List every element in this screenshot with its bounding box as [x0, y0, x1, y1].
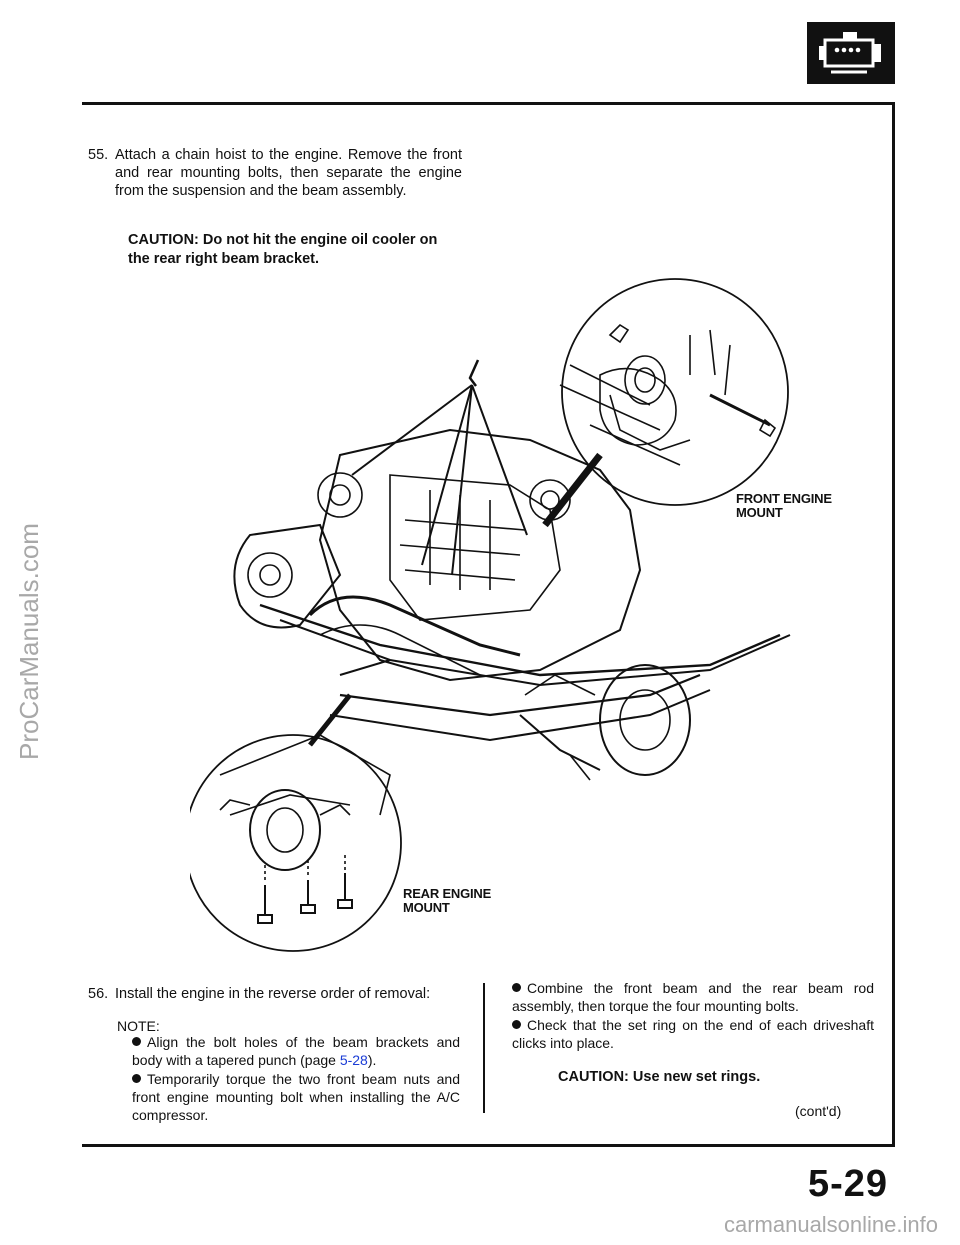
right-bullet-2: [512, 1016, 874, 1052]
engine-removal-illustration: [190, 275, 890, 955]
bullet-icon: [132, 1074, 141, 1083]
frame-right-rule: [892, 102, 895, 1147]
column-divider: [483, 983, 485, 1113]
bullet-icon: [512, 983, 521, 992]
side-watermark: ProCarManuals.com: [14, 523, 44, 760]
rear-engine-mount-label-line2: MOUNT: [403, 900, 450, 915]
frame-bottom-rule: [82, 1144, 895, 1147]
front-engine-mount-label-line2: MOUNT: [736, 505, 783, 520]
right-bullet-2-text: Check that the set ring on the end of each driveshaft clicks into place.: [512, 1017, 874, 1051]
set-rings-caution: CAUTION: Use new set rings.: [558, 1069, 761, 1085]
note-label: NOTE:: [117, 1018, 160, 1034]
note-item-1: [132, 1033, 460, 1069]
bullet-icon: [512, 1020, 521, 1029]
continued-note: (cont'd): [795, 1103, 842, 1119]
note-item-2: [132, 1070, 460, 1124]
front-engine-mount-label-line1: FRONT ENGINE: [736, 491, 832, 506]
front-engine-mount-label: [736, 492, 832, 520]
step-56-text: Install the engine in the reverse order of removal:: [115, 986, 431, 1002]
page-number: 5-29: [807, 1163, 888, 1205]
note-1-text-before: Align the bolt holes of the beam brackets and body with a tapered punch (page: [132, 1034, 460, 1068]
bottom-watermark: carmanualsonline.info: [723, 1212, 938, 1237]
right-bullet-1-text: Combine the front beam and the rear beam rod assembly, then torque the four mounting bolts.: [512, 980, 874, 1014]
step-55-caution: CAUTION: Do not hit the engine oil cooler on the rear right beam bracket.: [128, 232, 438, 267]
step-56-number: 56.: [88, 986, 109, 1002]
note-2-text: Temporarily torque the two front beam nuts and front engine mounting bolt when installing the A/C compressor.: [132, 1071, 460, 1123]
rear-engine-mount-label: [403, 887, 491, 915]
page-5-28-link[interactable]: 5-28: [339, 1052, 368, 1068]
step-55-text: Attach a chain hoist to the engine. Remove the front and rear mounting bolts, then separate the engine from the suspension and the beam assembly.: [115, 147, 462, 199]
step-55-number: 55.: [88, 147, 109, 163]
note-1-text-after: ).: [367, 1052, 377, 1068]
rear-engine-mount-label-line1: REAR ENGINE: [403, 886, 492, 901]
right-bullet-1: [512, 979, 874, 1015]
frame-top-rule: [82, 102, 895, 105]
bullet-icon: [132, 1037, 141, 1046]
engine-section-icon: [807, 22, 895, 84]
